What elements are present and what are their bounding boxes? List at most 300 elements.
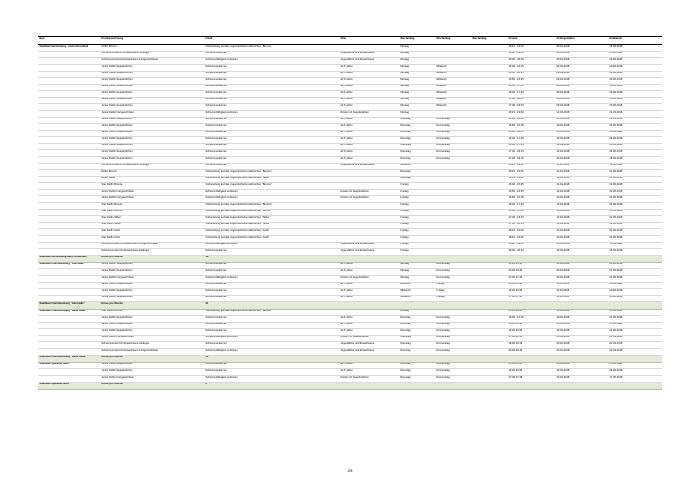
cell-uhrzeit-49: 16:00-16:45 [507, 369, 555, 376]
cell-kursbezeichnung-20: Delfin Silber [100, 176, 204, 183]
cell-bad-45 [38, 342, 100, 349]
cell-inhalt-47: 13 [204, 355, 339, 362]
cell-enddatum-7: 20.06.2018 [608, 91, 662, 98]
cell-wochentag-31 [435, 249, 471, 256]
cell-wochentag-46: Donnerstag [435, 349, 471, 356]
cell-enddatum-27: 22.06.2018 [608, 222, 662, 229]
cell-enddatum-35: 21.06.2018 [608, 276, 662, 283]
cell-wochentag-23: Freitag [399, 196, 435, 203]
cell-kursbezeichnung-9: Junior Delfin Seepferdchen [100, 104, 204, 111]
cell-enddatum-1: 25.06.2018 [608, 51, 662, 58]
cell-alter-22: Kinder mit Seepferdchen [339, 189, 399, 196]
cell-inhalt-34: Schwimmenlernen [204, 269, 339, 276]
cell-wochentag-43 [471, 329, 507, 336]
cell-enddatum-19: 21.06.2018 [608, 170, 662, 177]
cell-enddatum-15: 26.06.2018 [608, 143, 662, 150]
cell-alter-27 [339, 222, 399, 229]
cell-anfangsdatum-34: 09.04.2018 [555, 269, 608, 276]
cell-uhrzeit-43: 16:00-16:45 [507, 329, 555, 336]
cell-wochentag-9: Montag [399, 104, 435, 111]
cell-wochentag-21 [471, 183, 507, 190]
cell-wochentag-41 [471, 316, 507, 323]
cell-bad-17 [38, 157, 100, 164]
table-row [38, 163, 662, 170]
cell-wochentag-43: Dienstag [399, 329, 435, 336]
cell-wochentag-31 [471, 249, 507, 256]
cell-enddatum-51 [608, 382, 662, 389]
cell-kursbezeichnung-44: Junior Delfin Fortgeschritten [100, 335, 204, 342]
cell-anfangsdatum-37: 11.04.2018 [555, 289, 608, 296]
cell-bad-4 [38, 71, 100, 78]
cell-inhalt-37: Schwimmenlernen [204, 289, 339, 296]
cell-uhrzeit-21: 15:00 - 15:45 [507, 183, 555, 190]
cell-wochentag-34: Montag [399, 269, 435, 276]
cell-anfangsdatum-42: 10.04.2018 [555, 322, 608, 329]
cell-bad-41 [38, 316, 100, 323]
cell-wochentag-3: Mittwoch [435, 64, 471, 71]
cell-wochentag-13: Donnerstag [435, 130, 471, 137]
cell-bad-34 [38, 269, 100, 276]
cell-inhalt-39: 11 [204, 302, 339, 309]
table-row [38, 143, 662, 150]
cell-enddatum-16: 26.06.2018 [608, 150, 662, 157]
cell-kursbezeichnung-13: Junior Delfin Seepferdchen [100, 130, 204, 137]
cell-enddatum-17: 26.06.2018 [608, 157, 662, 164]
cell-wochentag-42 [471, 322, 507, 329]
cell-kursbezeichnung-6: Junior Delfin Seepferdchen [100, 84, 204, 91]
cell-wochentag-21 [435, 183, 471, 190]
cell-bad-26 [38, 216, 100, 223]
cell-uhrzeit-24: 16:40 - 17:25 [507, 203, 555, 210]
cell-alter-50: Kinder mit Seepferdchen [339, 375, 399, 382]
cell-alter-49: ab 5 Jahre [339, 369, 399, 376]
cell-bad-35 [38, 276, 100, 283]
cell-uhrzeit-17: 17:30 - 18:15 [507, 157, 555, 164]
cell-bad-10 [38, 110, 100, 117]
cell-anfangsdatum-26: 13.04.2018 [555, 216, 608, 223]
cell-bad-38 [38, 295, 100, 302]
cell-inhalt-25: Vorbereitung auf das Jugendschwimmabzeichen "Bronze" [204, 209, 339, 216]
cell-wochentag-26 [471, 216, 507, 223]
cell-anfangsdatum-50: 10.04.2018 [555, 375, 608, 382]
column-header-enddatum: Enddatum [608, 37, 662, 45]
cell-alter-13: ab 5 Jahre [339, 130, 399, 137]
cell-wochentag-16: Dienstag [399, 150, 435, 157]
cell-uhrzeit-29: 18:15 - 19:00 [507, 235, 555, 242]
cell-alter-6: ab 5 Jahre [339, 84, 399, 91]
cell-alter-32 [339, 255, 399, 262]
cell-alter-29 [339, 235, 399, 242]
cell-wochentag-48 [471, 362, 507, 369]
cell-bad-12 [38, 124, 100, 131]
cell-kursbezeichnung-5: Junior Delfin Seepferdchen [100, 78, 204, 85]
cell-uhrzeit-51 [507, 382, 555, 389]
cell-wochentag-47 [471, 355, 507, 362]
cell-wochentag-29 [471, 235, 507, 242]
cell-bad-15 [38, 143, 100, 150]
column-header-uhrzeit: Uhrzeit [507, 37, 555, 45]
cell-alter-14: ab 5 Jahre [339, 137, 399, 144]
table-row [38, 124, 662, 131]
cell-inhalt-51: 6 [204, 382, 339, 389]
cell-anfangsdatum-12: 10.04.2018 [555, 124, 608, 131]
cell-kursbezeichnung-1: Schwimmunterricht Erwachsene Anfänger [100, 51, 204, 58]
cell-wochentag-45 [471, 342, 507, 349]
cell-anfangsdatum-24: 13.04.2018 [555, 203, 608, 210]
cell-inhalt-6: Schwimmenlernen [204, 84, 339, 91]
cell-alter-8: ab 5 Jahre [339, 97, 399, 104]
cell-kursbezeichnung-36: Junior Delfin Seepferdchen [100, 282, 204, 289]
cell-kursbezeichnung-37: Junior Delfin Seepferdchen [100, 289, 204, 296]
cell-wochentag-45: Dienstag [399, 342, 435, 349]
cell-anfangsdatum-21: 13.04.2018 [555, 183, 608, 190]
cell-wochentag-8: Mittwoch [435, 97, 471, 104]
cell-enddatum-32 [608, 255, 662, 262]
table-row [38, 137, 662, 144]
table-row [38, 170, 662, 177]
cell-wochentag-39 [471, 302, 507, 309]
cell-wochentag-7: Mittwoch [435, 91, 471, 98]
cell-wochentag-25 [435, 209, 471, 216]
cell-uhrzeit-20: 18:15 - 19:00 [507, 176, 555, 183]
cell-wochentag-6: Mittwoch [435, 84, 471, 91]
cell-wochentag-8: Montag [399, 97, 435, 104]
cell-inhalt-4: Schwimmenlernen [204, 71, 339, 78]
cell-wochentag-2 [471, 58, 507, 65]
cell-wochentag-37 [471, 289, 507, 296]
cell-kursbezeichnung-12: Junior Delfin Seepferdchen [100, 124, 204, 131]
cell-wochentag-27: Freitag [399, 222, 435, 229]
table-row [38, 375, 662, 382]
cell-alter-42: ab 5 Jahre [339, 322, 399, 329]
cell-uhrzeit-47 [507, 355, 555, 362]
cell-anfangsdatum-16: 10.04.2018 [555, 150, 608, 157]
cell-kursbezeichnung-31: Schwimmunterricht Erwachsene Anfänger [100, 249, 204, 256]
cell-anfangsdatum-20: 12.04.2018 [555, 176, 608, 183]
cell-bad-46 [38, 349, 100, 356]
table-row [38, 209, 662, 216]
cell-uhrzeit-39 [507, 302, 555, 309]
cell-alter-21 [339, 183, 399, 190]
cell-wochentag-39 [435, 302, 471, 309]
cell-alter-38: ab 5 Jahre [339, 295, 399, 302]
cell-enddatum-44: 22.03.2018 [608, 335, 662, 342]
cell-wochentag-23 [471, 196, 507, 203]
cell-alter-18: Jugendliche und Erwachsene [339, 163, 399, 170]
cell-enddatum-45: 22.03.2018 [608, 342, 662, 349]
cell-enddatum-11: 28.06.2018 [608, 117, 662, 124]
cell-inhalt-31: Schwimmenlernen [204, 249, 339, 256]
cell-wochentag-2: Montag [399, 58, 435, 65]
cell-enddatum-13: 26.06.2018 [608, 130, 662, 137]
cell-bad-23 [38, 196, 100, 203]
cell-wochentag-26: Freitag [399, 216, 435, 223]
cell-inhalt-14: Schwimmenlernen [204, 137, 339, 144]
table-row [38, 183, 662, 190]
cell-inhalt-28: Vorbereitung auf das Jugendschwimmabzeichen "Gold" [204, 229, 339, 236]
cell-wochentag-44 [471, 335, 507, 342]
cell-wochentag-38: Freitag [435, 295, 471, 302]
cell-enddatum-33: 21.06.2018 [608, 262, 662, 269]
cell-wochentag-19: Dienstag [399, 170, 435, 177]
cell-enddatum-0: 25.06.2018 [608, 45, 662, 52]
cell-kursbezeichnung-50: Junior Delfin Fortgeschritten [100, 375, 204, 382]
cell-enddatum-38: 20.06.2018 [608, 295, 662, 302]
cell-wochentag-49: Donnerstag [435, 369, 471, 376]
cell-wochentag-12: Dienstag [399, 124, 435, 131]
cell-wochentag-22 [471, 189, 507, 196]
cell-enddatum-8: 20.06.2018 [608, 97, 662, 104]
pool-summary-row [38, 355, 662, 362]
cell-wochentag-4 [471, 71, 507, 78]
cell-enddatum-10: 21.06.2018 [608, 110, 662, 117]
cell-alter-10: Kinder mit Seepferdchen [339, 110, 399, 117]
cell-uhrzeit-45: 18:30-19:15 [507, 342, 555, 349]
cell-wochentag-4: Montag [399, 71, 435, 78]
table-row [38, 262, 662, 269]
cell-uhrzeit-37: 16:00-16:45 [507, 289, 555, 296]
cell-kursbezeichnung-39: Kurse pro Woche [100, 302, 204, 309]
cell-bad-6 [38, 84, 100, 91]
cell-bad-13 [38, 130, 100, 137]
cell-alter-23: Kinder mit Seepferdchen [339, 196, 399, 203]
cell-uhrzeit-44: 17:30-18:15 [507, 335, 555, 342]
cell-bad-31 [38, 249, 100, 256]
cell-kursbezeichnung-24: Star Delfin Bronze [100, 203, 204, 210]
cell-wochentag-46 [471, 349, 507, 356]
cell-anfangsdatum-40: 09.04.2018 [555, 309, 608, 316]
cell-bad-39: Stadtbad Charlottenburg "Alte Halle" [38, 302, 100, 309]
cell-wochentag-15: Donnerstag [435, 143, 471, 150]
cell-enddatum-14: 26.06.2018 [608, 137, 662, 144]
cell-wochentag-26 [435, 216, 471, 223]
cell-wochentag-19 [471, 170, 507, 177]
cell-anfangsdatum-39 [555, 302, 608, 309]
cell-anfangsdatum-33: 09.04.2018 [555, 262, 608, 269]
cell-uhrzeit-23: 15:50 - 16:35 [507, 196, 555, 203]
cell-enddatum-3: 20.06.2018 [608, 64, 662, 71]
cell-kursbezeichnung-35: Junior Delfin Fortgeschritten [100, 276, 204, 283]
cell-inhalt-30: Schwimmfähigkeit verfeinen [204, 242, 339, 249]
cell-inhalt-33: Schwimmenlernen [204, 262, 339, 269]
cell-inhalt-20: Vorbereitung auf das Jugendschwimmabzeichen "Silber" [204, 176, 339, 183]
cell-alter-9: ab 5 Jahre [339, 104, 399, 111]
cell-wochentag-15 [471, 143, 507, 150]
cell-kursbezeichnung-42: Junior Delfin Seepferdchen [100, 322, 204, 329]
cell-inhalt-40: Vorbereitung auf das Jugendschwimmabzeichen "Bronze" [204, 309, 339, 316]
cell-kursbezeichnung-34: Junior Delfin Seepferdchen [100, 269, 204, 276]
table-row [38, 329, 662, 336]
cell-kursbezeichnung-32: Kurse pro Woche [100, 255, 204, 262]
cell-wochentag-20: Dienstag [399, 176, 435, 183]
cell-enddatum-50: 17.05.2018 [608, 375, 662, 382]
cell-alter-3: ab 5 Jahre [339, 64, 399, 71]
cell-anfangsdatum-13: 10.04.2018 [555, 130, 608, 137]
cell-enddatum-36: 20.06.2018 [608, 282, 662, 289]
cell-alter-25 [339, 209, 399, 216]
cell-kursbezeichnung-19: Delfin Bronze [100, 170, 204, 177]
cell-bad-42 [38, 322, 100, 329]
cell-alter-37: ab 5 Jahre [339, 289, 399, 296]
cell-wochentag-7 [471, 91, 507, 98]
cell-wochentag-3: Montag [399, 64, 435, 71]
cell-uhrzeit-8: 17:30 - 18:15 [507, 97, 555, 104]
cell-uhrzeit-50: 17:00-17:45 [507, 375, 555, 382]
table-row [38, 91, 662, 98]
cell-uhrzeit-26: 17:30 - 18:15 [507, 216, 555, 223]
cell-enddatum-26: 22.06.2018 [608, 216, 662, 223]
cell-kursbezeichnung-11: Junior Delfin Seepferdchen [100, 117, 204, 124]
cell-wochentag-40: Montag [399, 309, 435, 316]
column-header-wochentag-3: Wochentag [471, 37, 507, 45]
cell-bad-2 [38, 58, 100, 65]
cell-alter-24 [339, 203, 399, 210]
cell-inhalt-44: Schwimmfähigkeit verfeinen [204, 335, 339, 342]
cell-wochentag-10: Montag [399, 110, 435, 117]
cell-alter-19 [339, 170, 399, 177]
table-row [38, 203, 662, 210]
table-row [38, 235, 662, 242]
cell-wochentag-36: Freitag [435, 282, 471, 289]
cell-anfangsdatum-47 [555, 355, 608, 362]
cell-bad-49 [38, 369, 100, 376]
cell-anfangsdatum-51 [555, 382, 608, 389]
cell-wochentag-41: Dienstag [399, 316, 435, 323]
cell-alter-2: Jugendliche und Erwachsene [339, 58, 399, 65]
cell-wochentag-27 [471, 222, 507, 229]
cell-enddatum-30: 15.06.2018 [608, 242, 662, 249]
cell-wochentag-1 [471, 51, 507, 58]
cell-uhrzeit-0: 18:15 - 19:00 [507, 45, 555, 52]
cell-anfangsdatum-41: 10.04.2018 [555, 316, 608, 323]
cell-anfangsdatum-11: 10.04.2018 [555, 117, 608, 124]
cell-wochentag-22: Freitag [399, 189, 435, 196]
cell-anfangsdatum-29: 13.04.2018 [555, 235, 608, 242]
cell-kursbezeichnung-16: Junior Delfin Seepferdchen [100, 150, 204, 157]
cell-kursbezeichnung-48: Junior Delfin Seepferdchen [100, 362, 204, 369]
cell-wochentag-17: Dienstag [399, 157, 435, 164]
cell-kursbezeichnung-23: Junior Delfin Fortgeschritten [100, 196, 204, 203]
cell-inhalt-3: Schwimmenlernen [204, 64, 339, 71]
table-row [38, 229, 662, 236]
cell-enddatum-46: 22.03.2018 [608, 349, 662, 356]
cell-alter-20 [339, 176, 399, 183]
cell-kursbezeichnung-10: Junior Delfin Fortgeschritten [100, 110, 204, 117]
cell-bad-7 [38, 91, 100, 98]
cell-wochentag-17: Donnerstag [435, 157, 471, 164]
table-header-row [38, 37, 662, 45]
table-row [38, 110, 662, 117]
cell-wochentag-35: Montag [399, 276, 435, 283]
cell-wochentag-5: Montag [399, 78, 435, 85]
cell-wochentag-35: Donnerstag [435, 276, 471, 283]
table-row [38, 362, 662, 369]
cell-alter-45: Jugendliche und Erwachsene [339, 342, 399, 349]
cell-wochentag-49 [471, 369, 507, 376]
column-header-wochentag-1: Wochentag [399, 37, 435, 45]
cell-inhalt-1: Schwimmenlernen [204, 51, 339, 58]
cell-wochentag-40 [471, 309, 507, 316]
cell-kursbezeichnung-22: Junior Delfin Fortgeschritten [100, 189, 204, 196]
cell-alter-30: Jugendliche und Erwachsene [339, 242, 399, 249]
cell-wochentag-0 [435, 45, 471, 52]
table-row [38, 309, 662, 316]
cell-inhalt-13: Schwimmenlernen [204, 130, 339, 137]
cell-wochentag-25 [471, 209, 507, 216]
cell-wochentag-51 [435, 382, 471, 389]
cell-uhrzeit-40: 15:15-16:00 [507, 309, 555, 316]
cell-kursbezeichnung-18: Schwimmunterricht Erwachsene Anfänger [100, 163, 204, 170]
cell-wochentag-41: Donnerstag [435, 316, 471, 323]
table-row [38, 295, 662, 302]
cell-uhrzeit-2: 19:45 - 20:30 [507, 58, 555, 65]
cell-wochentag-0: Montag [399, 45, 435, 52]
cell-wochentag-33 [471, 262, 507, 269]
cell-anfangsdatum-46: 20.02.2018 [555, 349, 608, 356]
cell-wochentag-14 [471, 137, 507, 144]
cell-anfangsdatum-31: 13.04.2018 [555, 249, 608, 256]
cell-alter-1: Jugendliche und Erwachsene [339, 51, 399, 58]
cell-wochentag-30 [435, 242, 471, 249]
pool-summary-row [38, 382, 662, 389]
cell-enddatum-29: 22.06.2018 [608, 235, 662, 242]
cell-uhrzeit-22: 15:50 - 16:35 [507, 189, 555, 196]
table-row [38, 342, 662, 349]
cell-wochentag-13: Dienstag [399, 130, 435, 137]
cell-uhrzeit-46: 19:30-20:15 [507, 349, 555, 356]
cell-enddatum-25: 22.06.2018 [608, 209, 662, 216]
table-row [38, 71, 662, 78]
cell-anfangsdatum-7: 09.04.2018 [555, 91, 608, 98]
cell-wochentag-50: Donnerstag [435, 375, 471, 382]
cell-anfangsdatum-9: 09.04.2018 [555, 104, 608, 111]
cell-wochentag-42: Donnerstag [435, 322, 471, 329]
table-row [38, 242, 662, 249]
cell-wochentag-24 [471, 203, 507, 210]
table-row [38, 196, 662, 203]
cell-enddatum-39 [608, 302, 662, 309]
cell-wochentag-7: Montag [399, 91, 435, 98]
cell-enddatum-24: 22.06.2018 [608, 203, 662, 210]
cell-wochentag-30 [471, 242, 507, 249]
cell-bad-25 [38, 209, 100, 216]
cell-uhrzeit-30: 19:00 - 19:45 [507, 242, 555, 249]
cell-kursbezeichnung-38: Junior Delfin Seepferdchen [100, 295, 204, 302]
cell-alter-47 [339, 355, 399, 362]
column-header-alter: Alter [339, 37, 399, 45]
cell-bad-43 [38, 329, 100, 336]
cell-inhalt-5: Schwimmenlernen [204, 78, 339, 85]
cell-inhalt-16: Schwimmenlernen [204, 150, 339, 157]
cell-uhrzeit-38: 17:00-17:45 [507, 295, 555, 302]
table-row [38, 276, 662, 283]
cell-uhrzeit-48: 15:00-15:45 [507, 362, 555, 369]
table-row [38, 84, 662, 91]
cell-kursbezeichnung-8: Junior Delfin Seepferdchen [100, 97, 204, 104]
cell-wochentag-35 [471, 276, 507, 283]
cell-uhrzeit-19: 18:15 - 19:00 [507, 170, 555, 177]
cell-anfangsdatum-19: 12.04.2018 [555, 170, 608, 177]
cell-wochentag-9 [471, 104, 507, 111]
cell-uhrzeit-25: 16:40 - 17:25 [507, 209, 555, 216]
cell-kursbezeichnung-14: Junior Delfin Seepferdchen [100, 137, 204, 144]
cell-wochentag-6: Montag [399, 84, 435, 91]
table-row [38, 289, 662, 296]
cell-wochentag-17 [471, 157, 507, 164]
cell-wochentag-39 [399, 302, 435, 309]
cell-enddatum-28: 22.06.2018 [608, 229, 662, 236]
cell-anfangsdatum-4: 09.04.2018 [555, 71, 608, 78]
